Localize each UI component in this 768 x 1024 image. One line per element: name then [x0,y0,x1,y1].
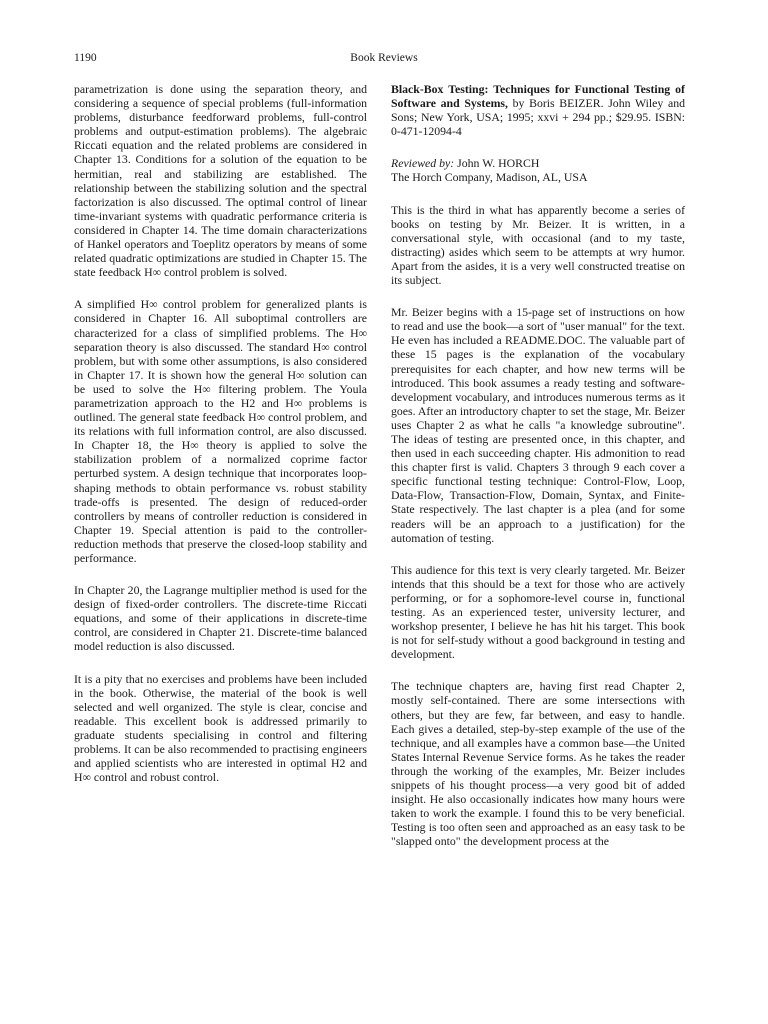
review-publication-info: by Boris BEIZER. John Wiley and Sons; New York, USA; 1995; xxvi + 294 pp.; $29.95. ISBN: 0-471-12094-4 [391,96,685,139]
page-header [74,52,694,68]
reviewer-affiliation: The Horch Company, Madison, AL, USA [391,170,588,185]
left-paragraph-4: It is a pity that no exercises and problems have been included in the book. Otherwise, the material of the book is well selected and well organized. The style is clear, concise and readable. This excellent book is addressed primarily to graduate students specialising in control and filtering problems. It can be also recommended to practising engineers and applied scientists who are interested in optimal H2 and H∞ control and robust control. [74,671,367,785]
reviewer-block [391,156,685,184]
left-column [74,82,367,802]
left-paragraph-1: parametrization is done using the separation theory, and considering a sequence of special problems (full-information problems, disturbance feedforward problems, full-control problems and output-estimation problems). The algebraic Riccati equation and the related problems are considered in Chapter 13. Conditions for a solution of the equation to be hermitian, real and stabilizing are established. The relationship between the stabilizing solution and the spectral factorization is also discussed. The optimal control of linear time-invariant systems with quadratic performance criteria is considered in Chapter 14. The time domain characterizations of Hankel operators and Toeplitz operators by means of some related quadratic optimizations are studied in Chapter 15. The state feedback H∞ control problem is solved. [74,82,367,280]
left-paragraph-3: In Chapter 20, the Lagrange multiplier method is used for the design of fixed-order controllers. The discrete-time Riccati equations, and some of their applications in discrete-time control, are considered in Chapter 21. Discrete-time balanced model reduction is also discussed. [74,583,367,654]
reviewer-name: John W. HORCH [454,156,540,171]
review-book-title: Black-Box Testing: Techniques for Functional Testing of Software and Systems, [391,82,685,111]
right-paragraph-1: This is the third in what has apparently become a series of books on testing by Mr. Beizer. It is written, in a conversational style, with occasional (and to my taste, distracting) asides which seem to be attempts at wry humor. Apart from the asides, it is a very well constructed treatise on its subject. [391,202,685,288]
review-heading [391,82,685,138]
left-paragraph-2: A simplified H∞ control problem for generalized plants is considered in Chapter 16. All suboptimal controllers are characterized for a class of simplified problems. The H∞ separation theory is also discussed. The standard H∞ control problem, but with some other assumptions, is also considered in Chapter 17. It is shown how the general H∞ solution can be used to solve the H∞ filtering problem. The Youla parametrization approach to the H2 and H∞ problems is outlined. The general state feedback H∞ control problem, and its relations with full information control, are also discussed. In Chapter 18, the H∞ theory is applied to solve the stabilization problem of a normalized coprime factor perturbed system. A design technique that incorporates loop-shaping methods to obtain performance vs. robust stability trade-offs is presented. The design of reduced-order controllers by means of controller reduction is considered in Chapter 19. Special attention is paid to the controller-reduction methods that preserve the closed-loop stability and performance. [74,297,367,565]
page-number: 1190 [74,52,97,64]
running-head: Book Reviews [350,52,418,64]
right-paragraph-3: This audience for this text is very clearly targeted. Mr. Beizer intends that this should be a text for those who are actively performing, or for a sophomore-level course in, functional testing. As an experienced tester, university lecturer, and workshop presenter, I believe he has hit his target. This book is not for self-study without a good background in testing and development. [391,562,685,662]
right-column [391,82,685,867]
reviewed-by-label: Reviewed by: [391,156,455,171]
right-paragraph-2: Mr. Beizer begins with a 15-page set of instructions on how to read and use the book—a sort of "user manual" for the text. He even has included a README.DOC. The valuable part of these 15 pages is the explanation of the vocabulary prerequisites for each chapter, and how new terms will be introduced. This book assumes a ready testing and software-development vocabulary, and introduces numerous terms as it goes. After an introductory chapter to set the stage, Mr. Beizer uses Chapter 2 as what he calls "a knowledge subroutine". The ideas of testing are presented once, in this chapter, and then used in each succeeding chapter. His admonition to read this chapter first is valid. Chapters 3 through 9 each cover a specific functional testing technique: Control-Flow, Loop, Data-Flow, Transaction-Flow, Domain, Syntax, and Finite-State respectively. The last chapter is a plea (and for some readers will be an approach to a justification) for the automation of testing. [391,305,685,545]
right-paragraph-4: The technique chapters are, having first read Chapter 2, mostly self-contained. There are some intersections with others, but they are few, far between, and easy to handle. Each gives a detailed, step-by-step example of the use of the technique, and all examples have a common base—the United States Internal Revenue Service forms. As he takes the reader through the working of the examples, Mr. Beizer includes snippets of his thought process—a very good bit of added insight. He also occasionally indicates how many hours were taken to work the example. I found this to be very beneficial. Testing is too often seen and approached as an easy task to be "slapped onto" the development process at the [391,679,685,849]
